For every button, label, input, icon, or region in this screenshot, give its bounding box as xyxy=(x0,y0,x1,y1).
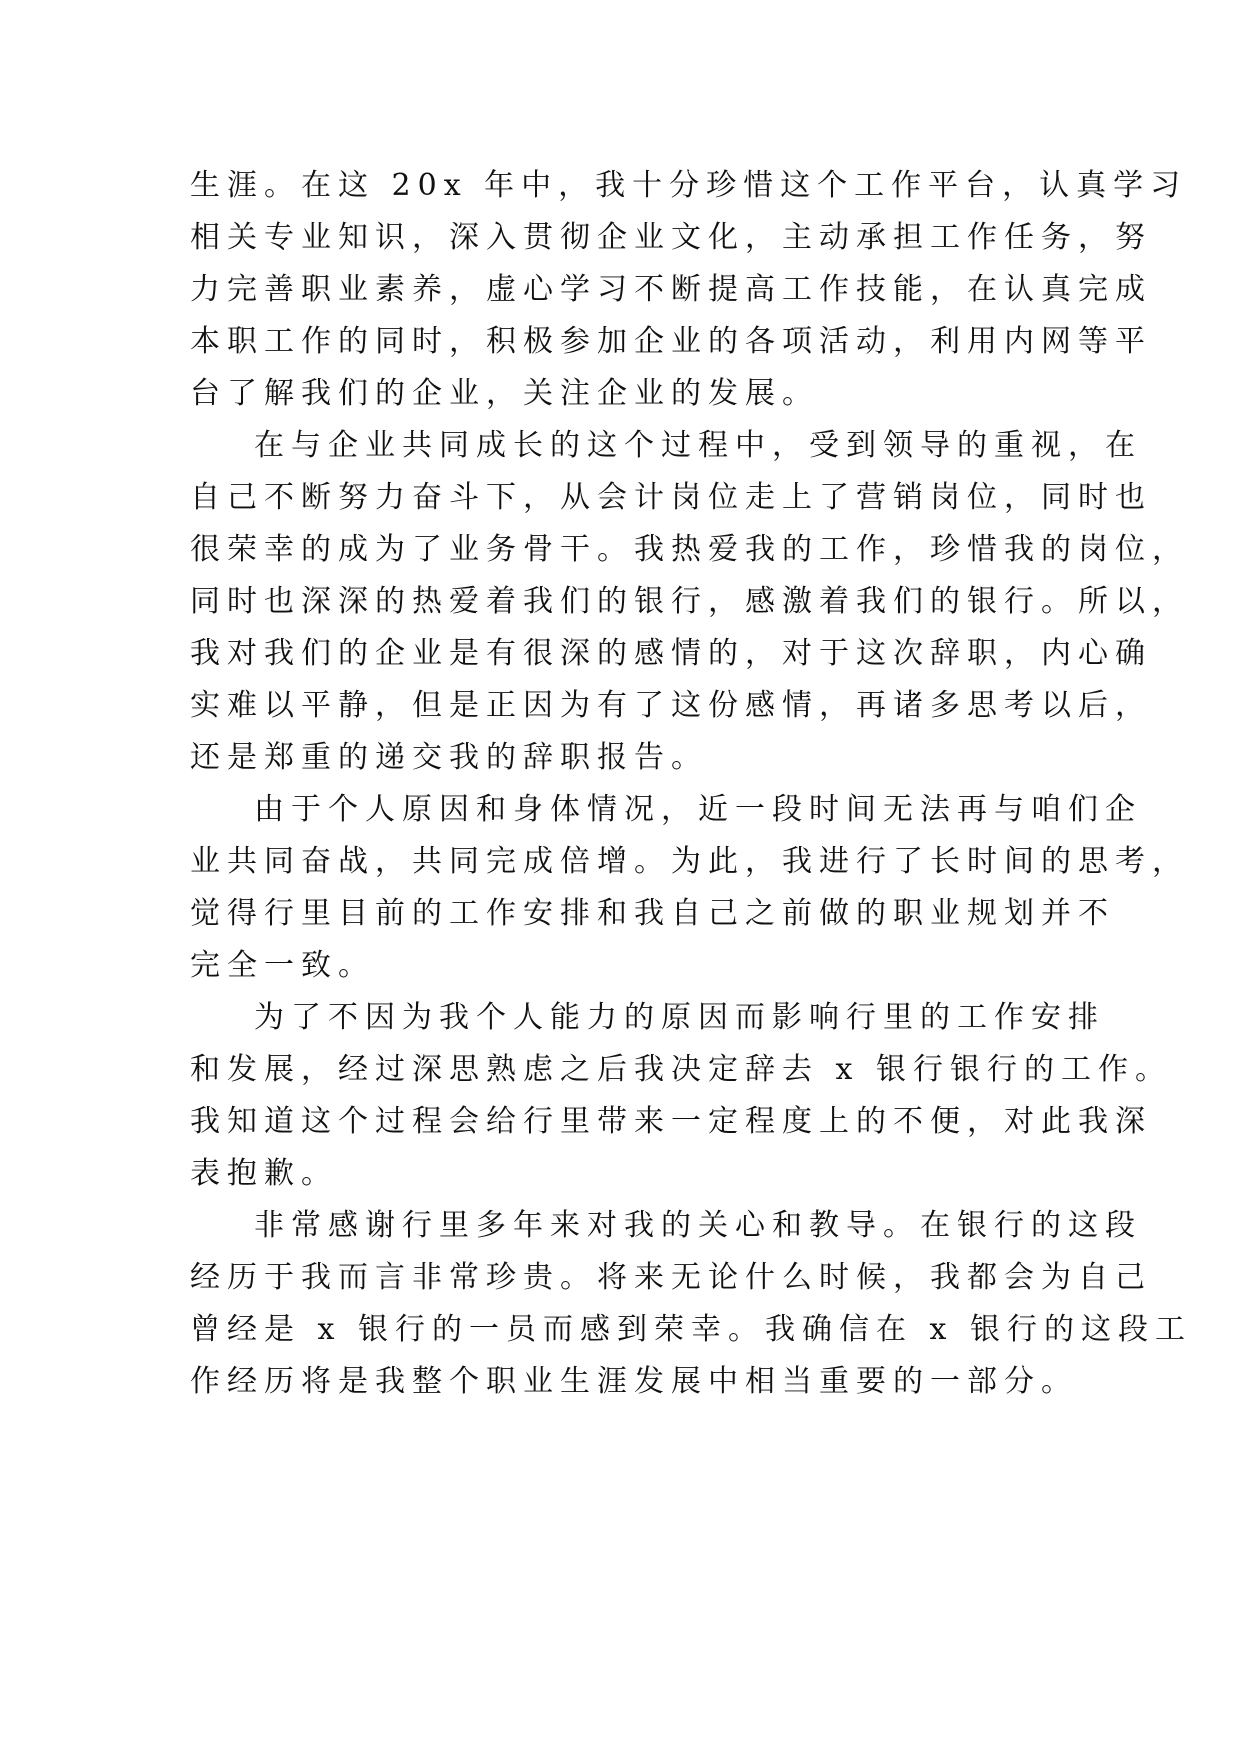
text-line: 经历于我而言非常珍贵。将来无论什么时候，我都会为自己 xyxy=(190,1260,1152,1295)
text-line: 自己不断努力奋斗下，从会计岗位走上了营销岗位，同时也 xyxy=(190,480,1152,515)
text-line: 为了不因为我个人能力的原因而影响行里的工作安排 xyxy=(254,1000,1105,1035)
text-line: 完全一致。 xyxy=(190,948,375,983)
document-body xyxy=(190,160,1192,1408)
text-line: 作经历将是我整个职业生涯发展中相当重要的一部分。 xyxy=(190,1364,1078,1399)
text-line: 非常感谢行里多年来对我的关心和教导。在银行的这段 xyxy=(254,1208,1142,1243)
paragraph-1 xyxy=(190,160,1188,420)
text-line: 同时也深深的热爱着我们的银行，感激着我们的银行。所以， xyxy=(190,584,1189,619)
text-line: 力完善职业素养，虚心学习不断提高工作技能，在认真完成 xyxy=(190,272,1152,307)
text-line: 台了解我们的企业，关注企业的发展。 xyxy=(190,376,819,411)
text-line: 在与企业共同成长的这个过程中，受到领导的重视，在 xyxy=(254,428,1142,463)
text-line: 还是郑重的递交我的辞职报告。 xyxy=(190,740,708,775)
text-line: 生涯。在这 20x 年中，我十分珍惜这个工作平台，认真学习 xyxy=(190,168,1188,203)
text-line: 和发展，经过深思熟虑之后我决定辞去 x 银行银行的工作。 xyxy=(190,1052,1172,1087)
text-line: 曾经是 x 银行的一员而感到荣幸。我确信在 x 银行的这段工 xyxy=(190,1312,1192,1347)
text-line: 实难以平静，但是正因为有了这份感情，再诸多思考以后， xyxy=(190,688,1152,723)
text-line: 觉得行里目前的工作安排和我自己之前做的职业规划并不 xyxy=(190,896,1115,931)
text-line: 很荣幸的成为了业务骨干。我热爱我的工作，珍惜我的岗位， xyxy=(190,532,1189,567)
text-line: 业共同奋战，共同完成倍增。为此，我进行了长时间的思考， xyxy=(190,844,1189,879)
text-line: 相关专业知识，深入贯彻企业文化，主动承担工作任务，努 xyxy=(190,220,1152,255)
text-line: 我对我们的企业是有很深的感情的，对于这次辞职，内心确 xyxy=(190,636,1152,671)
paragraph-3 xyxy=(190,784,1189,992)
text-line: 由于个人原因和身体情况，近一段时间无法再与咱们企 xyxy=(254,792,1142,827)
paragraph-4 xyxy=(190,992,1172,1200)
paragraph-5 xyxy=(190,1200,1192,1408)
text-line: 我知道这个过程会给行里带来一定程度上的不便，对此我深 xyxy=(190,1104,1152,1139)
text-line: 本职工作的同时，积极参加企业的各项活动，利用内网等平 xyxy=(190,324,1152,359)
paragraph-2 xyxy=(190,420,1189,784)
text-line: 表抱歉。 xyxy=(190,1156,338,1191)
